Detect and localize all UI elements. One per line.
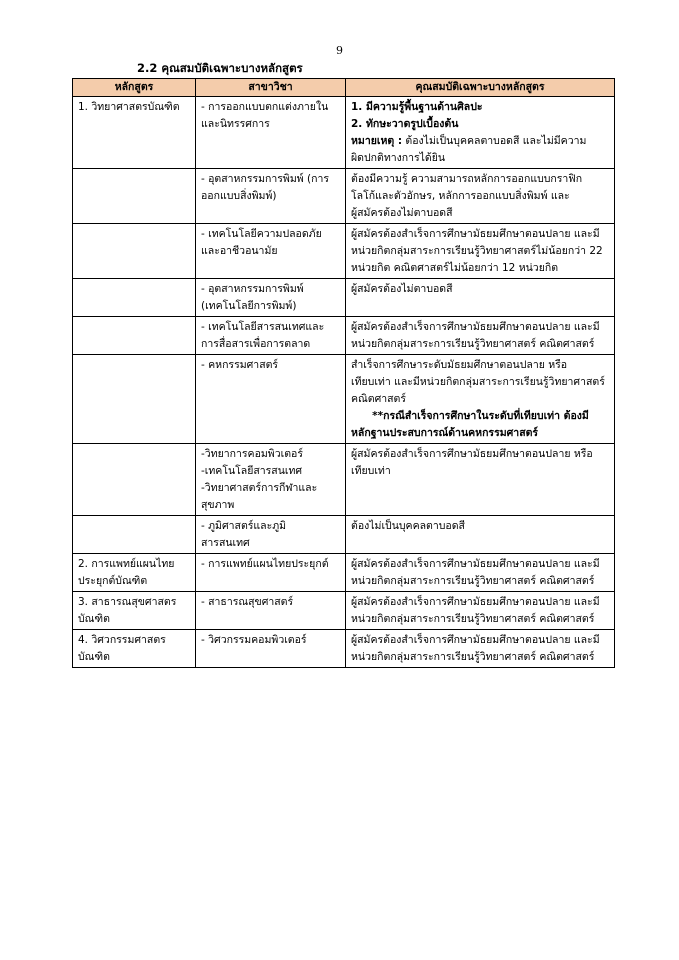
requirement-text: หน่วยกิต คณิตศาสตร์ไม่น้อยกว่า 12 หน่วยกิต	[351, 262, 559, 274]
requirements-cell	[346, 224, 615, 279]
major-text: - สาธารณสุขศาสตร์	[201, 596, 294, 608]
major-text: - การออกแบบตกแต่งภายใน	[201, 101, 329, 113]
major-cell	[196, 630, 346, 668]
requirement-text: หน่วยกิตกลุ่มสาระการเรียนรู้วิทยาศาสตร์ คณิตศาสตร์	[351, 613, 595, 625]
major-text: -วิทยาศาสตร์การกีฬาและ	[201, 482, 318, 494]
requirement-text: ผู้สมัครต้องสำเร็จการศึกษามัธยมศึกษาตอนปลาย และมี	[351, 321, 600, 333]
program-text: 2. การแพทย์แผนไทย	[78, 558, 175, 570]
major-cell	[196, 169, 346, 224]
program-text: บัณฑิต	[78, 651, 110, 663]
requirements-cell	[346, 592, 615, 630]
major-cell	[196, 355, 346, 444]
program-cell	[73, 317, 196, 355]
table-row	[73, 355, 615, 444]
program-cell	[73, 592, 196, 630]
requirement-text: ผู้สมัครต้องสำเร็จการศึกษามัธยมศึกษาตอนปลาย และมี	[351, 558, 600, 570]
program-text: 3. สาธารณสุขศาสตร	[78, 596, 177, 608]
table-row	[73, 592, 615, 630]
table-row	[73, 224, 615, 279]
major-text: และนิทรรศการ	[201, 118, 270, 130]
table-header-row	[73, 79, 615, 97]
major-text: - คหกรรมศาสตร์	[201, 359, 279, 371]
program-text: 4. วิศวกรรมศาสตร	[78, 634, 166, 646]
requirement-text: หน่วยกิตกลุ่มสาระการเรียนรู้วิทยาศาสตร์ คณิตศาสตร์	[351, 338, 595, 350]
table-row	[73, 630, 615, 668]
major-text: - อุตสาหกรรมการพิมพ์	[201, 283, 304, 295]
major-text: - การแพทย์แผนไทยประยุกต์	[201, 558, 329, 570]
table-row	[73, 516, 615, 554]
note-label: หมายเหตุ :	[351, 135, 403, 147]
note-text: ผิดปกติทางการได้ยิน	[351, 152, 446, 164]
table-row	[73, 97, 615, 169]
table-row	[73, 279, 615, 317]
requirement-text: ผู้สมัครต้องไม่ตาบอดสี	[351, 283, 453, 295]
requirement-text: หน่วยกิตกลุ่มสาระการเรียนรู้วิทยาศาสตร์ คณิตศาสตร์	[351, 575, 595, 587]
requirement-text: คณิตศาสตร์	[351, 393, 407, 405]
header-requirements: คุณสมบัติเฉพาะบางหลักสูตร	[346, 79, 615, 97]
header-program: หลักสูตร	[73, 79, 196, 97]
requirement-text: โลโก้และตัวอักษร, หลักการออกแบบสิ่งพิมพ์ และ	[351, 190, 570, 202]
major-cell	[196, 592, 346, 630]
note-text: ต้องไม่เป็นบุคคลตาบอดสี และไม่มีความ	[405, 135, 587, 147]
requirement-text: ผู้สมัครต้องสำเร็จการศึกษามัธยมศึกษาตอนปลาย และมี	[351, 596, 600, 608]
requirement-text: ผู้สมัครต้องไม่ตาบอดสี	[351, 207, 453, 219]
requirement-text: 2. ทักษะวาดรูปเบื้องต้น	[351, 118, 459, 130]
requirement-text: ผู้สมัครต้องสำเร็จการศึกษามัธยมศึกษาตอนปลาย และมี	[351, 228, 600, 240]
program-cell	[73, 224, 196, 279]
program-cell	[73, 554, 196, 592]
major-cell	[196, 279, 346, 317]
table-row	[73, 169, 615, 224]
major-text: - ภูมิศาสตร์และภูมิ	[201, 520, 287, 532]
program-cell	[73, 444, 196, 516]
major-text: การสื่อสารเพื่อการตลาด	[201, 338, 311, 350]
major-text: และอาชีวอนามัย	[201, 245, 278, 257]
requirement-text: ผู้สมัครต้องสำเร็จการศึกษามัธยมศึกษาตอนปลาย หรือ	[351, 448, 593, 460]
requirements-cell	[346, 169, 615, 224]
requirements-table	[72, 78, 615, 668]
requirement-text: เทียบเท่า	[351, 465, 391, 477]
major-cell	[196, 554, 346, 592]
program-cell	[73, 279, 196, 317]
requirement-text: 1. มีความรู้พื้นฐานด้านศิลปะ	[351, 101, 483, 113]
requirements-cell	[346, 97, 615, 169]
program-text: ประยุกต์บัณฑิต	[78, 575, 148, 587]
bold-note: **กรณีสำเร็จการศึกษาในระดับที่เทียบเท่า ต้องมี	[372, 410, 589, 422]
requirement-text: สำเร็จการศึกษาระดับมัธยมศึกษาตอนปลาย หรือ	[351, 359, 568, 371]
program-text: 1. วิทยาศาสตรบัณฑิต	[78, 101, 180, 113]
requirements-cell	[346, 317, 615, 355]
program-cell	[73, 516, 196, 554]
requirements-cell	[346, 355, 615, 444]
major-cell	[196, 516, 346, 554]
section-title: 2.2 คุณสมบัติเฉพาะบางหลักสูตร	[137, 61, 303, 75]
major-text: ออกแบบสิ่งพิมพ์)	[201, 190, 277, 202]
major-text: - เทคโนโลยีความปลอดภัย	[201, 228, 322, 240]
major-text: (เทคโนโลยีการพิมพ์)	[201, 300, 297, 312]
requirements-cell	[346, 554, 615, 592]
requirement-text: ต้องไม่เป็นบุคคลตาบอดสี	[351, 520, 465, 532]
program-cell	[73, 630, 196, 668]
major-cell	[196, 444, 346, 516]
requirement-text: ต้องมีความรู้ ความสามารถหลักการออกแบบกราฟิก	[351, 173, 583, 185]
requirements-cell	[346, 444, 615, 516]
major-cell	[196, 97, 346, 169]
major-cell	[196, 317, 346, 355]
major-cell	[196, 224, 346, 279]
requirement-text: เทียบเท่า และมีหน่วยกิตกลุ่มสาระการเรียนรู้วิทยาศาสตร์	[351, 376, 605, 388]
major-text: -วิทยาการคอมพิวเตอร์	[201, 448, 303, 460]
program-cell	[73, 97, 196, 169]
major-text: สารสนเทศ	[201, 537, 250, 549]
requirement-text: หน่วยกิตกลุ่มสาระการเรียนรู้วิทยาศาสตร์ คณิตศาสตร์	[351, 651, 595, 663]
program-cell	[73, 355, 196, 444]
requirement-text: ผู้สมัครต้องสำเร็จการศึกษามัธยมศึกษาตอนปลาย และมี	[351, 634, 600, 646]
requirement-text: หน่วยกิตกลุ่มสาระการเรียนรู้วิทยาศาสตร์ไม่น้อยกว่า 22	[351, 245, 603, 257]
page-number: 9	[336, 44, 343, 57]
table-row	[73, 554, 615, 592]
major-text: - วิศวกรรมคอมพิวเตอร์	[201, 634, 307, 646]
requirements-cell	[346, 630, 615, 668]
program-text: บัณฑิต	[78, 613, 110, 625]
header-major: สาขาวิชา	[196, 79, 346, 97]
table-row	[73, 444, 615, 516]
requirements-cell	[346, 516, 615, 554]
major-text: -เทคโนโลยีสารสนเทศ	[201, 465, 303, 477]
program-cell	[73, 169, 196, 224]
note-line	[351, 133, 610, 150]
major-text: สุขภาพ	[201, 499, 235, 511]
major-text: - เทคโนโลยีสารสนเทศและ	[201, 321, 325, 333]
bold-note: หลักฐานประสบการณ์ด้านคหกรรมศาสตร์	[351, 427, 539, 439]
requirements-cell	[346, 279, 615, 317]
table-row	[73, 317, 615, 355]
major-text: - อุตสาหกรรมการพิมพ์ (การ	[201, 173, 330, 185]
